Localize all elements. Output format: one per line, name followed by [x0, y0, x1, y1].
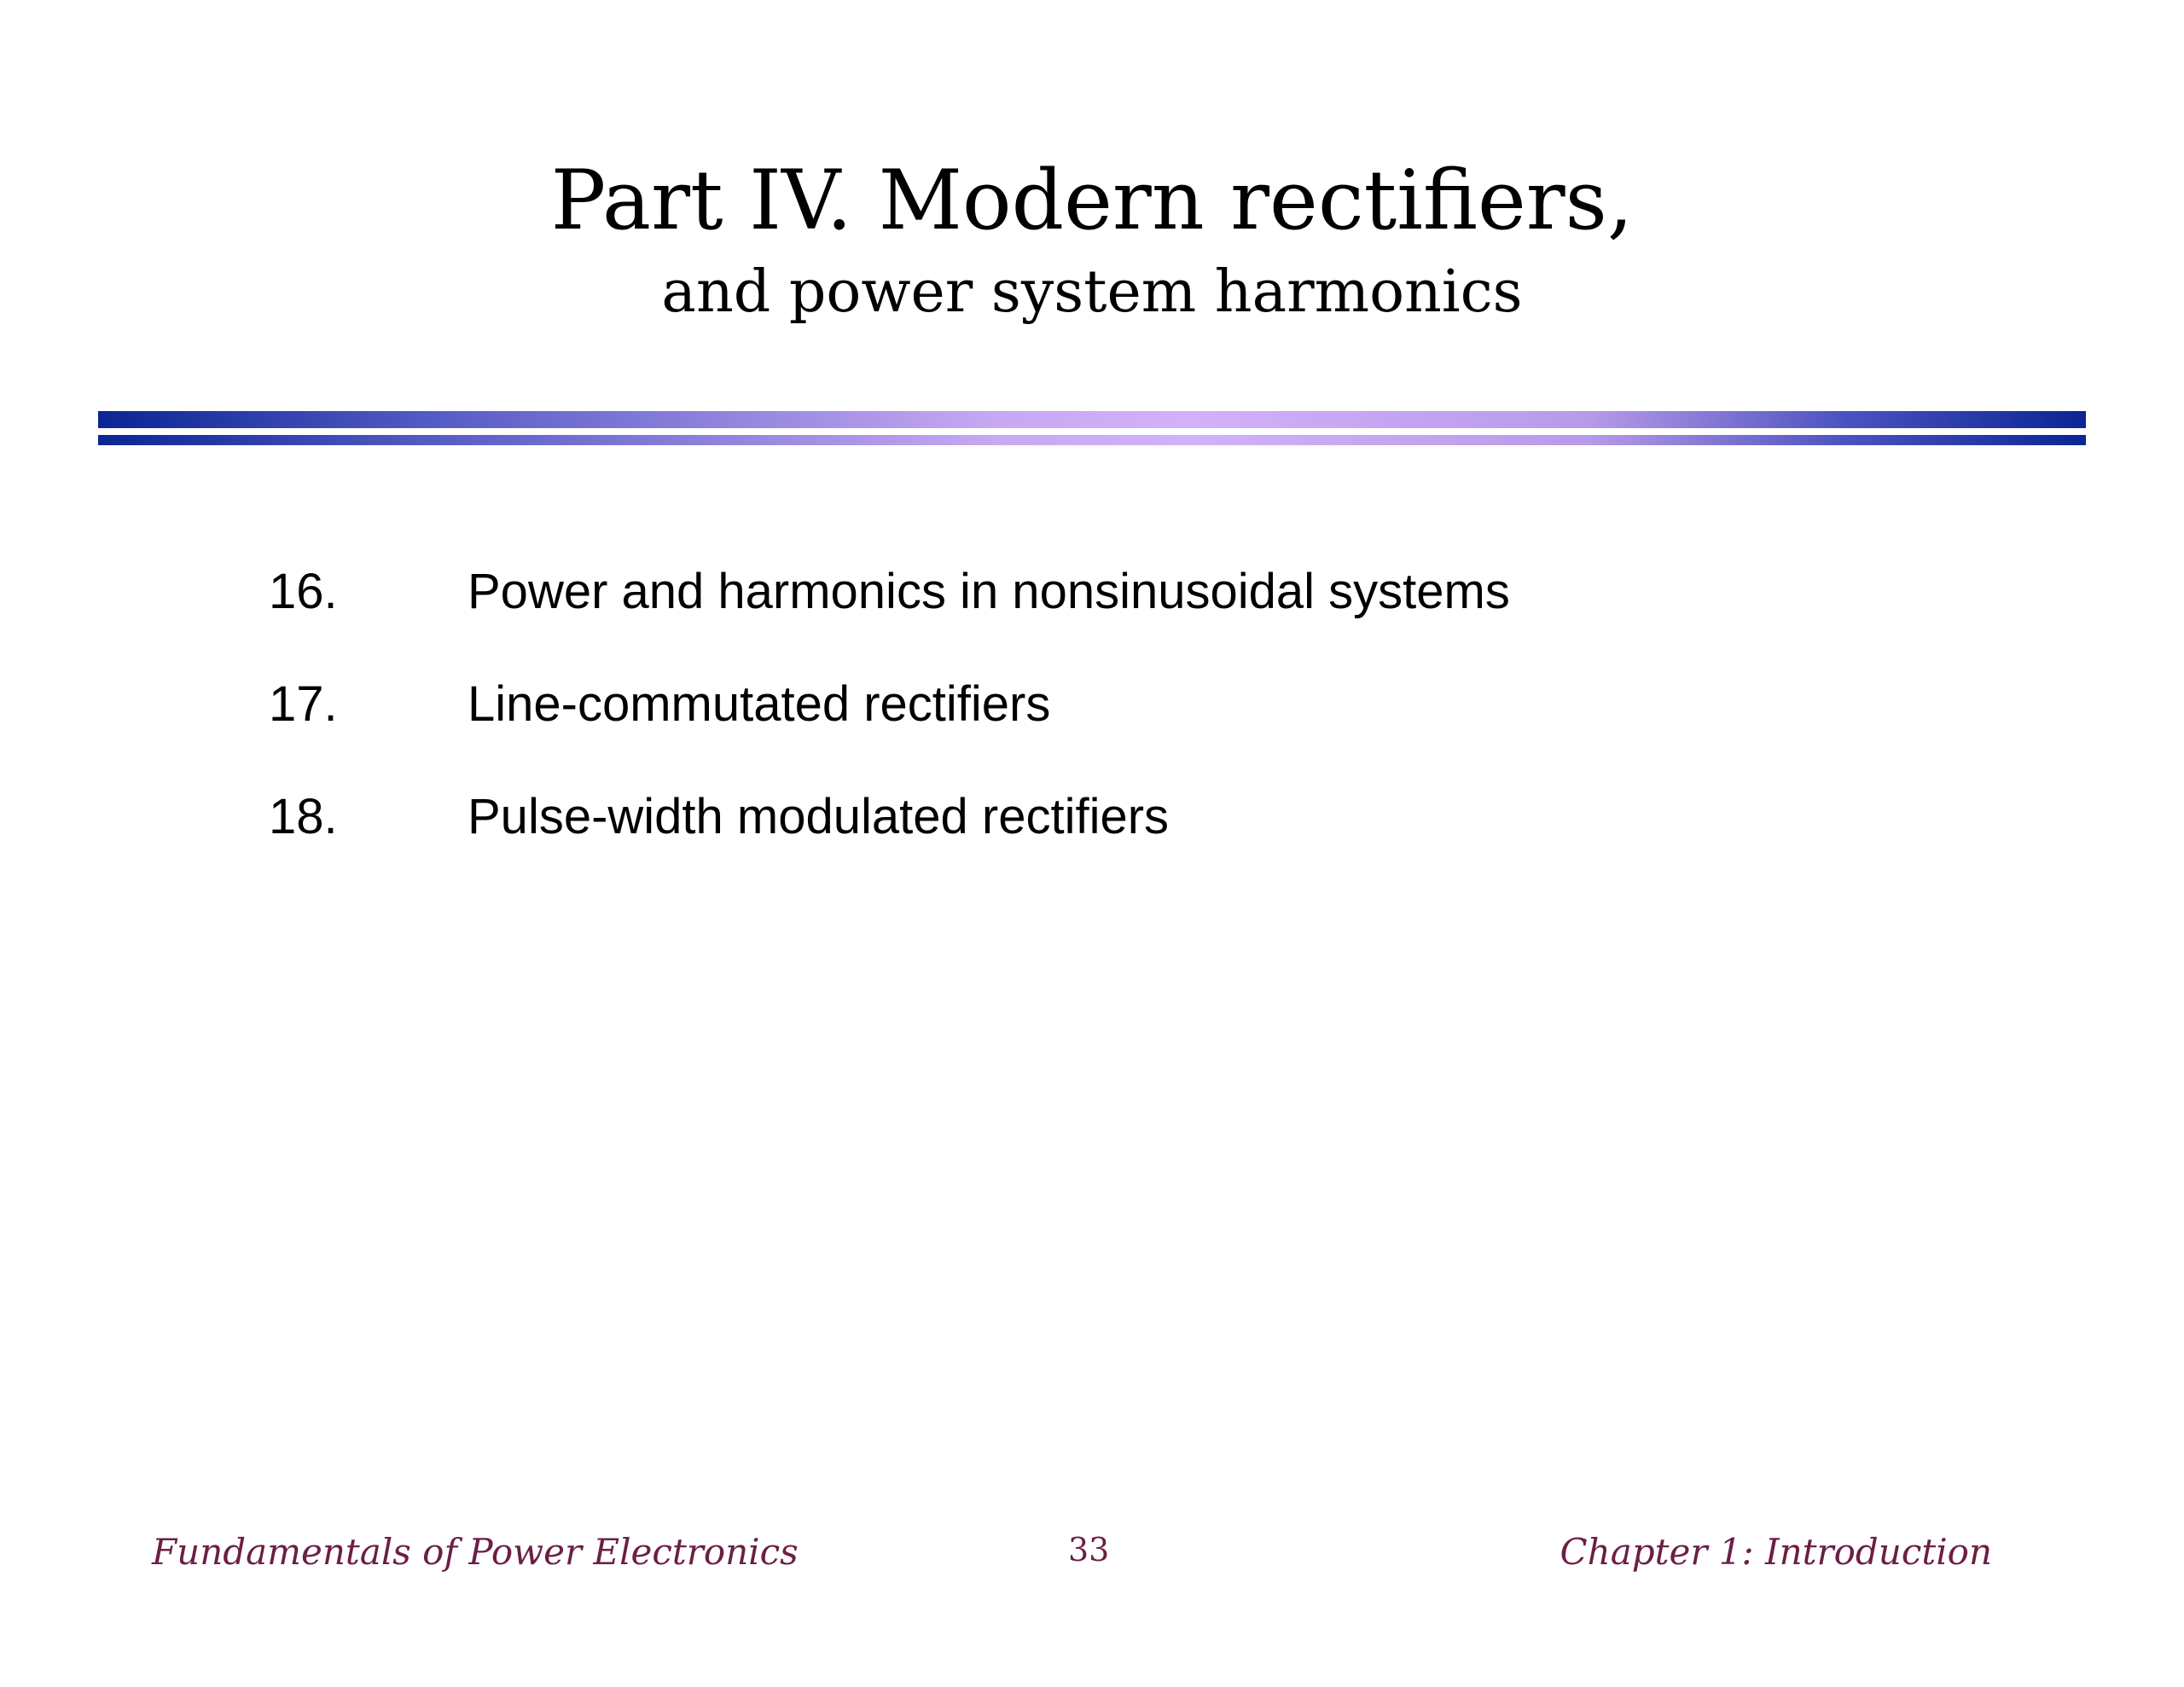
title-block [0, 149, 2184, 333]
divider-rule-thin [98, 435, 2086, 445]
footer-chapter: Chapter 1: Introduction [1560, 1531, 1992, 1573]
item-number: 18. [269, 789, 338, 844]
item-text: Power and harmonics in nonsinusoidal systems [468, 564, 1510, 619]
item-number: 16. [269, 564, 338, 619]
item-number: 17. [269, 676, 338, 732]
item-text: Line-commutated rectifiers [468, 676, 1051, 732]
footer-page-number: 33 [1068, 1531, 1110, 1568]
slide-title: Part IV. Modern rectifiers, [550, 153, 1634, 248]
divider-rule-thick [98, 411, 2086, 428]
slide-subtitle: and power system harmonics [661, 258, 1523, 326]
footer-book-title: Fundamentals of Power Electronics [152, 1531, 799, 1573]
item-text: Pulse-width modulated rectifiers [468, 789, 1170, 844]
